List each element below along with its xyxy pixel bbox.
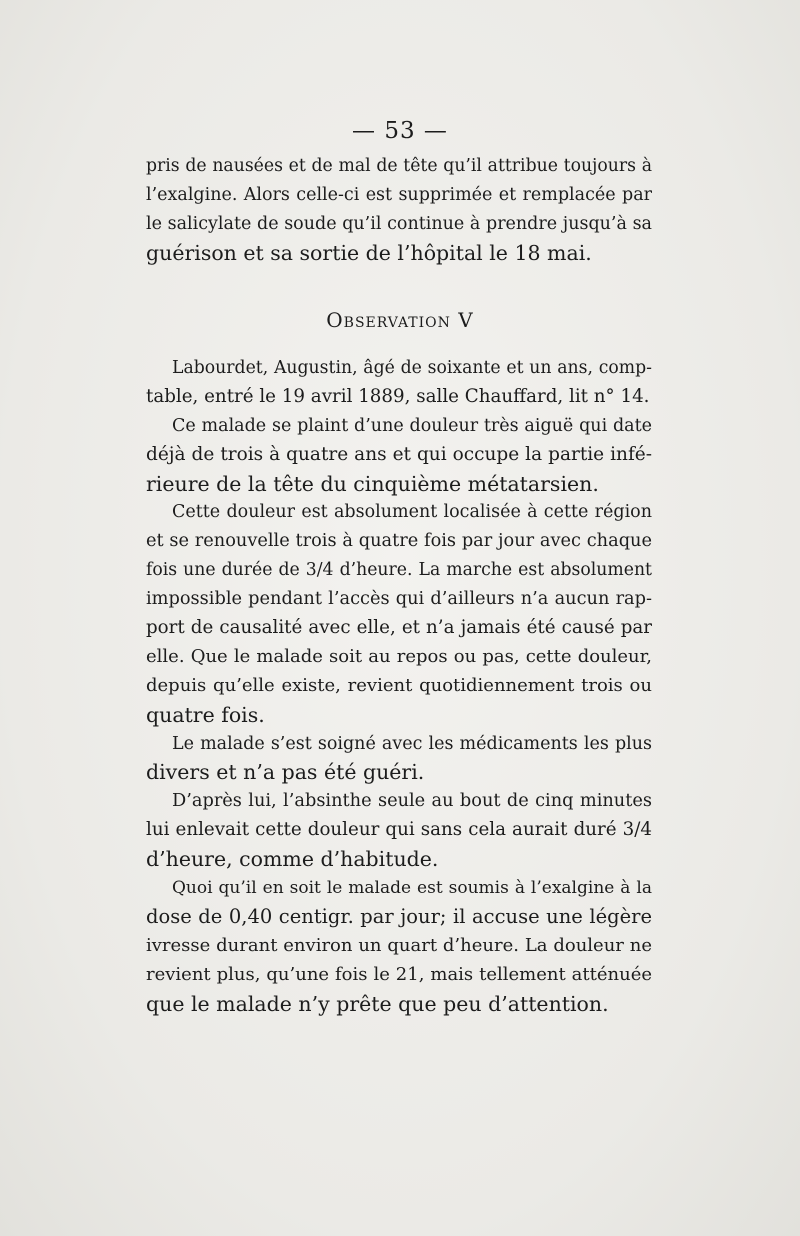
text-line: Labourdet, Augustin, âgé de soixante et un ans, comp-: [172, 358, 652, 378]
text-line: dose de 0,40 centigr. par jour; il accuse une légère: [146, 904, 652, 928]
text-line: D’après lui, l’absinthe seule au bout de cinq minutes: [172, 791, 652, 812]
text-line: lui enlevait cette douleur qui sans cela aurait duré 3/4: [146, 819, 652, 841]
text-line: port de causalité avec elle, et n’a jamais été causé par: [146, 617, 652, 639]
paragraph: [146, 787, 652, 874]
observation-body: [146, 354, 652, 1018]
text-line: et se renouvelle trois à quatre fois par jour avec chaque: [146, 531, 652, 552]
text-line: d’heure, comme d’habitude.: [146, 847, 439, 872]
paragraph: [146, 730, 652, 788]
paragraph: [146, 874, 652, 1018]
text-line: rieure de la tête du cinquième métatarsien.: [146, 471, 599, 496]
text-line: fois une durée de 3/4 d’heure. La marche est absolument: [146, 560, 652, 581]
text-line: elle. Que le malade soit au repos ou pas, cette douleur,: [146, 645, 652, 667]
text-line: pris de nausées et de mal de tête qu’il attribue toujours à: [146, 156, 652, 176]
text-line: Quoi qu’il en soit le malade est soumis à l’exalgine à la: [172, 878, 652, 899]
text-line: Cette douleur est absolument localisée à cette région: [172, 502, 652, 523]
text-line: quatre fois.: [146, 702, 265, 727]
text-line: l’exalgine. Alors celle-ci est supprimée et remplacée par: [146, 184, 652, 205]
text-line: le salicylate de soude qu’il continue à prendre jusqu’à sa: [146, 213, 652, 234]
text-line: divers et n’a pas été guéri.: [146, 760, 425, 785]
continuation-paragraph: [146, 152, 652, 268]
section-heading: Observation V: [326, 308, 474, 332]
text-line: ivresse durant environ un quart d’heure. La douleur ne: [146, 934, 652, 956]
page-number: — 53 —: [352, 118, 448, 144]
text-line: table, entré le 19 avril 1889, salle Chauffard, lit n° 14.: [146, 385, 650, 407]
text-line: revient plus, qu’une fois le 21, mais tellement atténuée: [146, 963, 652, 985]
paragraph: [146, 498, 652, 729]
text-line: que le malade n’y prête que peu d’attention.: [146, 991, 609, 1016]
text-line: Ce malade se plaint d’une douleur très aiguë qui date: [172, 415, 652, 436]
paragraph: [146, 412, 652, 499]
text-line: depuis qu’elle existe, revient quotidiennement trois ou: [146, 674, 652, 696]
text-line: impossible pendant l’accès qui d’ailleurs n’a aucun rap-: [146, 589, 652, 610]
text-line: déjà de trois à quatre ans et qui occupe la partie infé-: [146, 443, 652, 465]
text-line: guérison et sa sortie de l’hôpital le 18 mai.: [146, 240, 592, 265]
paragraph: [146, 354, 652, 412]
text-line: Le malade s’est soigné avec les médicaments les plus: [172, 733, 652, 754]
